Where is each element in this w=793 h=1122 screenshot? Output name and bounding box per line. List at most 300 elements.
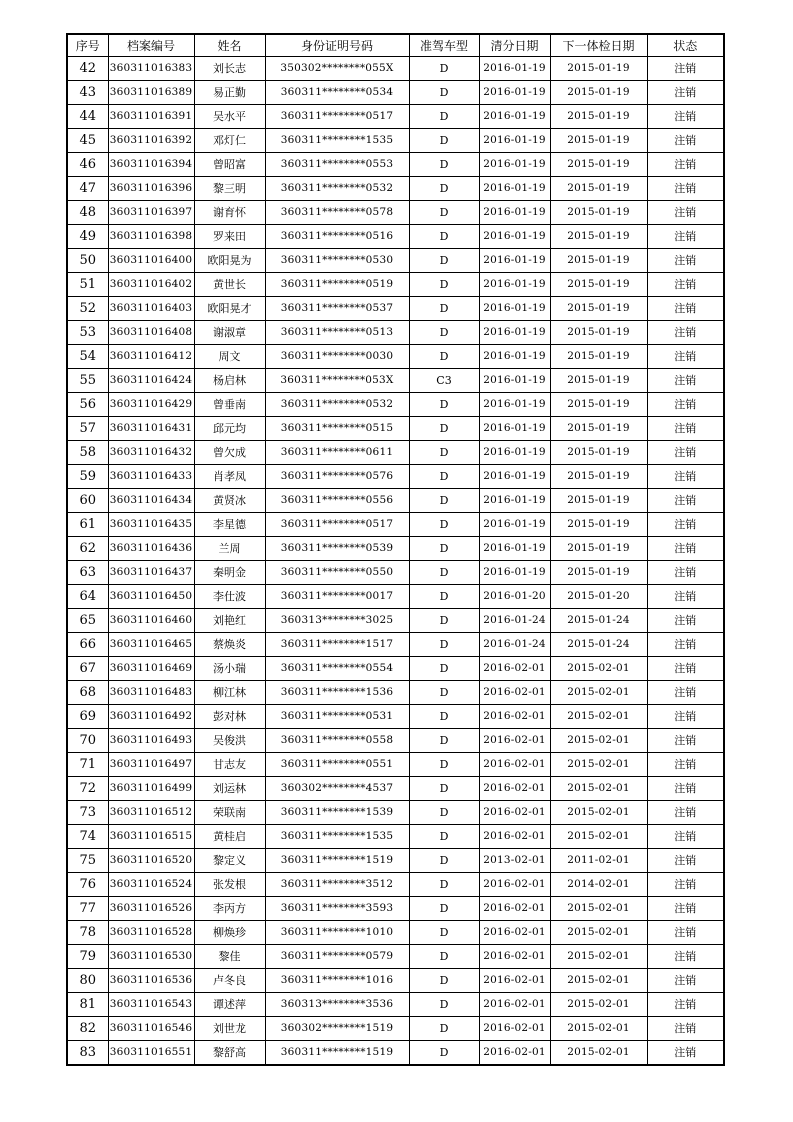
name-cell: 黄贤冰 [194,489,265,513]
name-cell: 刘运林 [194,777,265,801]
vehicle-class-cell: D [409,513,479,537]
file-number-cell: 360311016392 [108,129,194,153]
seq-cell: 63 [67,561,108,585]
clear-date-cell: 2016-02-01 [479,753,550,777]
next-exam-date-cell: 2015-01-24 [550,633,647,657]
clear-date-cell: 2016-02-01 [479,825,550,849]
clear-date-cell: 2016-01-19 [479,537,550,561]
id-number-cell: 360311********0553 [265,153,409,177]
seq-cell: 76 [67,873,108,897]
status-cell: 注销 [647,465,724,489]
vehicle-class-cell: D [409,417,479,441]
name-cell: 蔡焕炎 [194,633,265,657]
table-row [67,1017,724,1041]
status-cell: 注销 [647,633,724,657]
clear-date-cell: 2016-01-19 [479,105,550,129]
next-exam-date-cell: 2015-01-20 [550,585,647,609]
table-row [67,513,724,537]
vehicle-class-cell: D [409,1041,479,1066]
table-row [67,897,724,921]
header-clear-date: 清分日期 [479,34,550,57]
table-row [67,489,724,513]
file-number-cell: 360311016402 [108,273,194,297]
seq-cell: 60 [67,489,108,513]
vehicle-class-cell: D [409,57,479,81]
id-number-cell: 360311********0515 [265,417,409,441]
status-cell: 注销 [647,1041,724,1066]
status-cell: 注销 [647,945,724,969]
clear-date-cell: 2016-02-01 [479,993,550,1017]
id-number-cell: 360311********0537 [265,297,409,321]
next-exam-date-cell: 2014-02-01 [550,873,647,897]
vehicle-class-cell: D [409,609,479,633]
seq-cell: 54 [67,345,108,369]
vehicle-class-cell: D [409,585,479,609]
seq-cell: 62 [67,537,108,561]
clear-date-cell: 2016-02-01 [479,705,550,729]
name-cell: 吴水平 [194,105,265,129]
seq-cell: 50 [67,249,108,273]
seq-cell: 55 [67,369,108,393]
clear-date-cell: 2016-02-01 [479,1041,550,1066]
clear-date-cell: 2016-01-19 [479,465,550,489]
clear-date-cell: 2016-02-01 [479,729,550,753]
status-cell: 注销 [647,801,724,825]
seq-cell: 65 [67,609,108,633]
table-row [67,129,724,153]
table-row [67,561,724,585]
next-exam-date-cell: 2015-01-19 [550,321,647,345]
vehicle-class-cell: D [409,921,479,945]
next-exam-date-cell: 2015-01-19 [550,297,647,321]
status-cell: 注销 [647,705,724,729]
table-row [67,729,724,753]
id-number-cell: 360313********3536 [265,993,409,1017]
status-cell: 注销 [647,249,724,273]
id-number-cell: 360311********0550 [265,561,409,585]
header-vehicle-class: 准驾车型 [409,34,479,57]
name-cell: 黄桂启 [194,825,265,849]
id-number-cell: 360311********0531 [265,705,409,729]
header-status: 状态 [647,34,724,57]
status-cell: 注销 [647,225,724,249]
seq-cell: 64 [67,585,108,609]
name-cell: 罗来田 [194,225,265,249]
file-number-cell: 360311016412 [108,345,194,369]
name-cell: 曾欠成 [194,441,265,465]
clear-date-cell: 2016-01-20 [479,585,550,609]
table-row [67,921,724,945]
name-cell: 汤小瑞 [194,657,265,681]
table-row [67,633,724,657]
table-row [67,849,724,873]
file-number-cell: 360311016546 [108,1017,194,1041]
status-cell: 注销 [647,537,724,561]
clear-date-cell: 2016-02-01 [479,657,550,681]
clear-date-cell: 2016-01-19 [479,345,550,369]
name-cell: 刘世龙 [194,1017,265,1041]
seq-cell: 42 [67,57,108,81]
name-cell: 曾垂南 [194,393,265,417]
vehicle-class-cell: D [409,393,479,417]
seq-cell: 79 [67,945,108,969]
clear-date-cell: 2016-02-01 [479,801,550,825]
status-cell: 注销 [647,201,724,225]
clear-date-cell: 2016-02-01 [479,969,550,993]
next-exam-date-cell: 2015-01-19 [550,465,647,489]
name-cell: 杨启林 [194,369,265,393]
clear-date-cell: 2016-01-19 [479,177,550,201]
vehicle-class-cell: D [409,681,479,705]
file-number-cell: 360311016512 [108,801,194,825]
vehicle-class-cell: D [409,993,479,1017]
file-number-cell: 360311016397 [108,201,194,225]
seq-cell: 70 [67,729,108,753]
seq-cell: 80 [67,969,108,993]
next-exam-date-cell: 2015-01-19 [550,561,647,585]
table-row [67,441,724,465]
clear-date-cell: 2016-01-19 [479,561,550,585]
id-number-cell: 360311********1517 [265,633,409,657]
file-number-cell: 360311016460 [108,609,194,633]
status-cell: 注销 [647,57,724,81]
table-row [67,273,724,297]
seq-cell: 78 [67,921,108,945]
seq-cell: 68 [67,681,108,705]
name-cell: 荣联南 [194,801,265,825]
id-number-cell: 360311********0517 [265,105,409,129]
id-number-cell: 360311********0516 [265,225,409,249]
next-exam-date-cell: 2015-01-19 [550,345,647,369]
table-row [67,105,724,129]
vehicle-class-cell: D [409,753,479,777]
next-exam-date-cell: 2015-02-01 [550,945,647,969]
file-number-cell: 360311016515 [108,825,194,849]
vehicle-class-cell: D [409,225,479,249]
id-number-cell: 360311********0532 [265,393,409,417]
id-number-cell: 360311********0551 [265,753,409,777]
next-exam-date-cell: 2015-01-19 [550,57,647,81]
next-exam-date-cell: 2015-02-01 [550,681,647,705]
vehicle-class-cell: D [409,345,479,369]
table-header-row [67,34,724,57]
vehicle-class-cell: D [409,657,479,681]
next-exam-date-cell: 2015-01-19 [550,201,647,225]
next-exam-date-cell: 2015-02-01 [550,1041,647,1066]
name-cell: 邓灯仁 [194,129,265,153]
clear-date-cell: 2016-01-19 [479,153,550,177]
vehicle-class-cell: D [409,177,479,201]
id-number-cell: 360311********0017 [265,585,409,609]
file-number-cell: 360311016424 [108,369,194,393]
clear-date-cell: 2013-02-01 [479,849,550,873]
clear-date-cell: 2016-01-19 [479,417,550,441]
seq-cell: 58 [67,441,108,465]
name-cell: 周文 [194,345,265,369]
vehicle-class-cell: D [409,969,479,993]
name-cell: 刘长志 [194,57,265,81]
file-number-cell: 360311016400 [108,249,194,273]
vehicle-class-cell: D [409,105,479,129]
header-seq: 序号 [67,34,108,57]
status-cell: 注销 [647,177,724,201]
next-exam-date-cell: 2015-01-19 [550,369,647,393]
id-number-cell: 360311********0576 [265,465,409,489]
table-row [67,177,724,201]
file-number-cell: 360311016528 [108,921,194,945]
status-cell: 注销 [647,897,724,921]
status-cell: 注销 [647,993,724,1017]
clear-date-cell: 2016-01-19 [479,489,550,513]
next-exam-date-cell: 2015-01-19 [550,225,647,249]
status-cell: 注销 [647,369,724,393]
id-number-cell: 360311********0611 [265,441,409,465]
clear-date-cell: 2016-02-01 [479,1017,550,1041]
id-number-cell: 360311********0530 [265,249,409,273]
next-exam-date-cell: 2015-01-19 [550,249,647,273]
seq-cell: 67 [67,657,108,681]
seq-cell: 61 [67,513,108,537]
next-exam-date-cell: 2015-01-19 [550,105,647,129]
name-cell: 黎三明 [194,177,265,201]
file-number-cell: 360311016497 [108,753,194,777]
next-exam-date-cell: 2015-01-24 [550,609,647,633]
id-number-cell: 360311********0519 [265,273,409,297]
status-cell: 注销 [647,321,724,345]
file-number-cell: 360311016408 [108,321,194,345]
id-number-cell: 360313********3025 [265,609,409,633]
table-row [67,369,724,393]
file-number-cell: 360311016433 [108,465,194,489]
name-cell: 谢育怀 [194,201,265,225]
clear-date-cell: 2016-01-19 [479,249,550,273]
vehicle-class-cell: D [409,537,479,561]
name-cell: 彭对林 [194,705,265,729]
name-cell: 黄世长 [194,273,265,297]
seq-cell: 83 [67,1041,108,1066]
id-number-cell: 360311********0517 [265,513,409,537]
status-cell: 注销 [647,297,724,321]
status-cell: 注销 [647,585,724,609]
file-number-cell: 360311016543 [108,993,194,1017]
clear-date-cell: 2016-02-01 [479,873,550,897]
vehicle-class-cell: D [409,897,479,921]
name-cell: 黎定义 [194,849,265,873]
next-exam-date-cell: 2015-01-19 [550,393,647,417]
name-cell: 肖孝凤 [194,465,265,489]
seq-cell: 75 [67,849,108,873]
name-cell: 李星德 [194,513,265,537]
clear-date-cell: 2016-02-01 [479,945,550,969]
file-number-cell: 360311016526 [108,897,194,921]
vehicle-class-cell: D [409,273,479,297]
clear-date-cell: 2016-02-01 [479,897,550,921]
seq-cell: 59 [67,465,108,489]
clear-date-cell: 2016-01-19 [479,225,550,249]
vehicle-class-cell: D [409,321,479,345]
table-row [67,585,724,609]
id-number-cell: 360311********1535 [265,825,409,849]
seq-cell: 71 [67,753,108,777]
id-number-cell: 360311********053X [265,369,409,393]
vehicle-class-cell: D [409,777,479,801]
seq-cell: 49 [67,225,108,249]
seq-cell: 48 [67,201,108,225]
status-cell: 注销 [647,681,724,705]
seq-cell: 45 [67,129,108,153]
table-body [67,57,724,1066]
table-row [67,969,724,993]
id-number-cell: 360311********1016 [265,969,409,993]
next-exam-date-cell: 2015-01-19 [550,273,647,297]
vehicle-class-cell: D [409,465,479,489]
file-number-cell: 360311016434 [108,489,194,513]
vehicle-class-cell: D [409,153,479,177]
status-cell: 注销 [647,345,724,369]
seq-cell: 53 [67,321,108,345]
status-cell: 注销 [647,561,724,585]
clear-date-cell: 2016-01-19 [479,393,550,417]
clear-date-cell: 2016-01-24 [479,609,550,633]
status-cell: 注销 [647,753,724,777]
vehicle-class-cell: D [409,129,479,153]
table-row [67,249,724,273]
seq-cell: 44 [67,105,108,129]
next-exam-date-cell: 2015-01-19 [550,177,647,201]
status-cell: 注销 [647,129,724,153]
next-exam-date-cell: 2015-02-01 [550,753,647,777]
next-exam-date-cell: 2011-02-01 [550,849,647,873]
clear-date-cell: 2016-01-19 [479,201,550,225]
table-row [67,153,724,177]
id-number-cell: 350302********055X [265,57,409,81]
clear-date-cell: 2016-02-01 [479,681,550,705]
vehicle-class-cell: D [409,81,479,105]
clear-date-cell: 2016-01-19 [479,441,550,465]
file-number-cell: 360311016469 [108,657,194,681]
id-number-cell: 360311********1539 [265,801,409,825]
table-row [67,801,724,825]
clear-date-cell: 2016-01-19 [479,81,550,105]
file-number-cell: 360311016394 [108,153,194,177]
id-number-cell: 360311********3593 [265,897,409,921]
id-number-cell: 360311********1535 [265,129,409,153]
id-number-cell: 360311********0558 [265,729,409,753]
license-records-table [66,33,725,1066]
name-cell: 欧阳晃为 [194,249,265,273]
status-cell: 注销 [647,729,724,753]
vehicle-class-cell: D [409,849,479,873]
vehicle-class-cell: D [409,873,479,897]
status-cell: 注销 [647,849,724,873]
next-exam-date-cell: 2015-02-01 [550,801,647,825]
table-row [67,57,724,81]
file-number-cell: 360311016429 [108,393,194,417]
seq-cell: 77 [67,897,108,921]
table-row [67,945,724,969]
id-number-cell: 360302********1519 [265,1017,409,1041]
vehicle-class-cell: D [409,441,479,465]
file-number-cell: 360311016396 [108,177,194,201]
table-row [67,681,724,705]
file-number-cell: 360311016431 [108,417,194,441]
seq-cell: 73 [67,801,108,825]
vehicle-class-cell: D [409,249,479,273]
status-cell: 注销 [647,417,724,441]
table-row [67,705,724,729]
table-row [67,873,724,897]
next-exam-date-cell: 2015-02-01 [550,993,647,1017]
table-row [67,1041,724,1066]
file-number-cell: 360311016389 [108,81,194,105]
table-row [67,393,724,417]
table-row [67,201,724,225]
status-cell: 注销 [647,81,724,105]
status-cell: 注销 [647,921,724,945]
table-row [67,345,724,369]
table-row [67,657,724,681]
name-cell: 谭述萍 [194,993,265,1017]
table-row [67,225,724,249]
seq-cell: 43 [67,81,108,105]
clear-date-cell: 2016-01-19 [479,321,550,345]
id-number-cell: 360311********1519 [265,849,409,873]
vehicle-class-cell: D [409,729,479,753]
clear-date-cell: 2016-01-19 [479,369,550,393]
file-number-cell: 360311016536 [108,969,194,993]
next-exam-date-cell: 2015-01-19 [550,153,647,177]
status-cell: 注销 [647,441,724,465]
next-exam-date-cell: 2015-01-19 [550,81,647,105]
status-cell: 注销 [647,153,724,177]
seq-cell: 47 [67,177,108,201]
vehicle-class-cell: D [409,201,479,225]
next-exam-date-cell: 2015-02-01 [550,897,647,921]
clear-date-cell: 2016-01-19 [479,513,550,537]
file-number-cell: 360311016398 [108,225,194,249]
id-number-cell: 360311********0539 [265,537,409,561]
header-name: 姓名 [194,34,265,57]
next-exam-date-cell: 2015-02-01 [550,777,647,801]
seq-cell: 72 [67,777,108,801]
name-cell: 李丙方 [194,897,265,921]
name-cell: 柳江林 [194,681,265,705]
id-number-cell: 360311********0534 [265,81,409,105]
table-row [67,825,724,849]
vehicle-class-cell: C3 [409,369,479,393]
seq-cell: 82 [67,1017,108,1041]
header-next-exam-date: 下一体检日期 [550,34,647,57]
vehicle-class-cell: D [409,705,479,729]
next-exam-date-cell: 2015-02-01 [550,1017,647,1041]
name-cell: 谢淑章 [194,321,265,345]
header-file-number: 档案编号 [108,34,194,57]
name-cell: 卢冬良 [194,969,265,993]
name-cell: 李仕波 [194,585,265,609]
id-number-cell: 360311********0578 [265,201,409,225]
name-cell: 刘艳红 [194,609,265,633]
seq-cell: 57 [67,417,108,441]
seq-cell: 52 [67,297,108,321]
status-cell: 注销 [647,969,724,993]
name-cell: 张发根 [194,873,265,897]
file-number-cell: 360311016383 [108,57,194,81]
table-row [67,297,724,321]
clear-date-cell: 2016-02-01 [479,777,550,801]
file-number-cell: 360311016450 [108,585,194,609]
id-number-cell: 360302********4537 [265,777,409,801]
clear-date-cell: 2016-01-19 [479,129,550,153]
